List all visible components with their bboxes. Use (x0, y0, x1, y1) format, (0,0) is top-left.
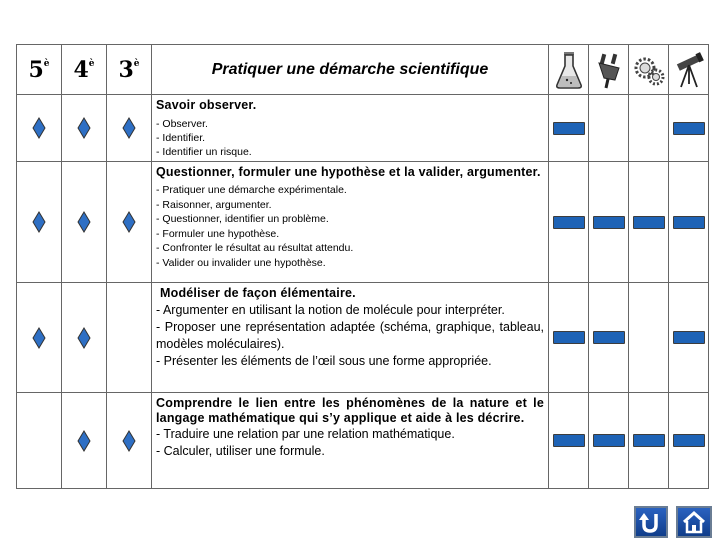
table-row (17, 162, 709, 283)
flask-icon (549, 45, 589, 95)
competence-item: - Calculer, utiliser une formule. (156, 444, 325, 458)
competence-item: - Identifier. (156, 132, 206, 144)
domain-bar (673, 434, 705, 447)
domain-cell (589, 393, 629, 489)
competence-heading: Comprendre le lien entre les phénomènes de la nature et le langage mathématique qui s’y applique et aide à les décrire. (156, 396, 544, 425)
domain-cell (669, 393, 709, 489)
gears-icon (629, 45, 669, 95)
diamond-marker (77, 327, 91, 349)
domain-cell (629, 162, 669, 283)
competence-item: - Raisonner, argumenter. (156, 198, 272, 211)
return-button[interactable] (634, 506, 668, 538)
diamond-marker (77, 211, 91, 233)
domain-bar (593, 216, 625, 229)
home-button[interactable] (676, 506, 712, 538)
domain-bar (553, 122, 585, 135)
domain-bar (553, 434, 585, 447)
diamond-marker (32, 117, 46, 139)
diamond-marker (77, 117, 91, 139)
return-icon (636, 508, 666, 536)
competence-item: - Argumenter en utilisant la notion de molécule pour interpréter. (156, 303, 505, 317)
table-row (17, 283, 709, 393)
plug-icon (589, 45, 629, 95)
domain-cell (589, 162, 629, 283)
level-4-marker (62, 283, 107, 393)
level-4-marker (62, 162, 107, 283)
level-3-marker (107, 162, 152, 283)
domain-cell (669, 162, 709, 283)
domain-cell (629, 283, 669, 393)
level-5-marker (17, 393, 62, 489)
domain-bar (633, 434, 665, 447)
domain-cell (589, 283, 629, 393)
page-title: Pratiquer une démarche scientifique (152, 45, 549, 95)
competence-cell (152, 283, 549, 393)
competence-item: - Présenter les éléments de l’œil sous une forme appropriée. (156, 354, 492, 368)
domain-cell (549, 393, 589, 489)
competence-table (16, 44, 709, 489)
domain-cell (669, 95, 709, 162)
competence-item: - Traduire une relation par une relation mathématique. (156, 427, 455, 441)
competence-item: - Confronter le résultat au résultat attendu. (156, 242, 354, 254)
competence-cell (152, 393, 549, 489)
domain-bar (553, 216, 585, 229)
competence-heading: Modéliser de façon élémentaire. (160, 286, 356, 300)
diamond-marker (32, 327, 46, 349)
competence-item: - Valider ou invalider une hypothèse. (156, 256, 326, 269)
domain-bar (593, 434, 625, 447)
domain-bar (553, 331, 585, 344)
domain-bar (673, 331, 705, 344)
level-4-marker (62, 95, 107, 162)
domain-cell (549, 283, 589, 393)
level-3-marker (107, 95, 152, 162)
diamond-marker (122, 211, 136, 233)
domain-cell (589, 95, 629, 162)
competence-cell (152, 95, 549, 162)
diamond-marker (122, 430, 136, 452)
diamond-marker (122, 117, 136, 139)
competence-item: - Pratiquer une démarche expérimentale. (156, 184, 347, 196)
domain-cell (669, 283, 709, 393)
level-3-marker (107, 283, 152, 393)
diamond-marker (32, 211, 46, 233)
competence-heading: Savoir observer. (156, 98, 257, 112)
diamond-marker (77, 430, 91, 452)
level-5-header: $5^è$ (17, 45, 62, 95)
home-icon (678, 508, 710, 536)
domain-cell (549, 95, 589, 162)
domain-bar (673, 216, 705, 229)
level-4-header: $4^è$ (62, 45, 107, 95)
domain-bar (593, 331, 625, 344)
competence-item: - Questionner, identifier un problème. (156, 213, 329, 225)
competence-item: - Observer. (156, 118, 208, 130)
domain-cell (629, 95, 669, 162)
table-row (17, 393, 709, 489)
level-5-marker (17, 162, 62, 283)
competence-item: - Formuler une hypothèse. (156, 227, 280, 240)
competence-cell (152, 162, 549, 283)
domain-bar (633, 216, 665, 229)
competence-item: - Identifier un risque. (156, 146, 252, 158)
header-row (17, 45, 709, 95)
level-3-marker (107, 393, 152, 489)
table-row (17, 95, 709, 162)
telescope-icon (669, 45, 709, 95)
level-4-marker (62, 393, 107, 489)
competence-heading: Questionner, formuler une hypothèse et la valider, argumenter. (156, 165, 541, 179)
level-5-marker (17, 283, 62, 393)
competence-item: - Proposer une représentation adaptée (schéma, graphique, tableau, modèles moléculaires). (156, 320, 544, 351)
domain-cell (549, 162, 589, 283)
level-5-marker (17, 95, 62, 162)
domain-bar (673, 122, 705, 135)
level-3-header: $3^è$ (107, 45, 152, 95)
domain-cell (629, 393, 669, 489)
